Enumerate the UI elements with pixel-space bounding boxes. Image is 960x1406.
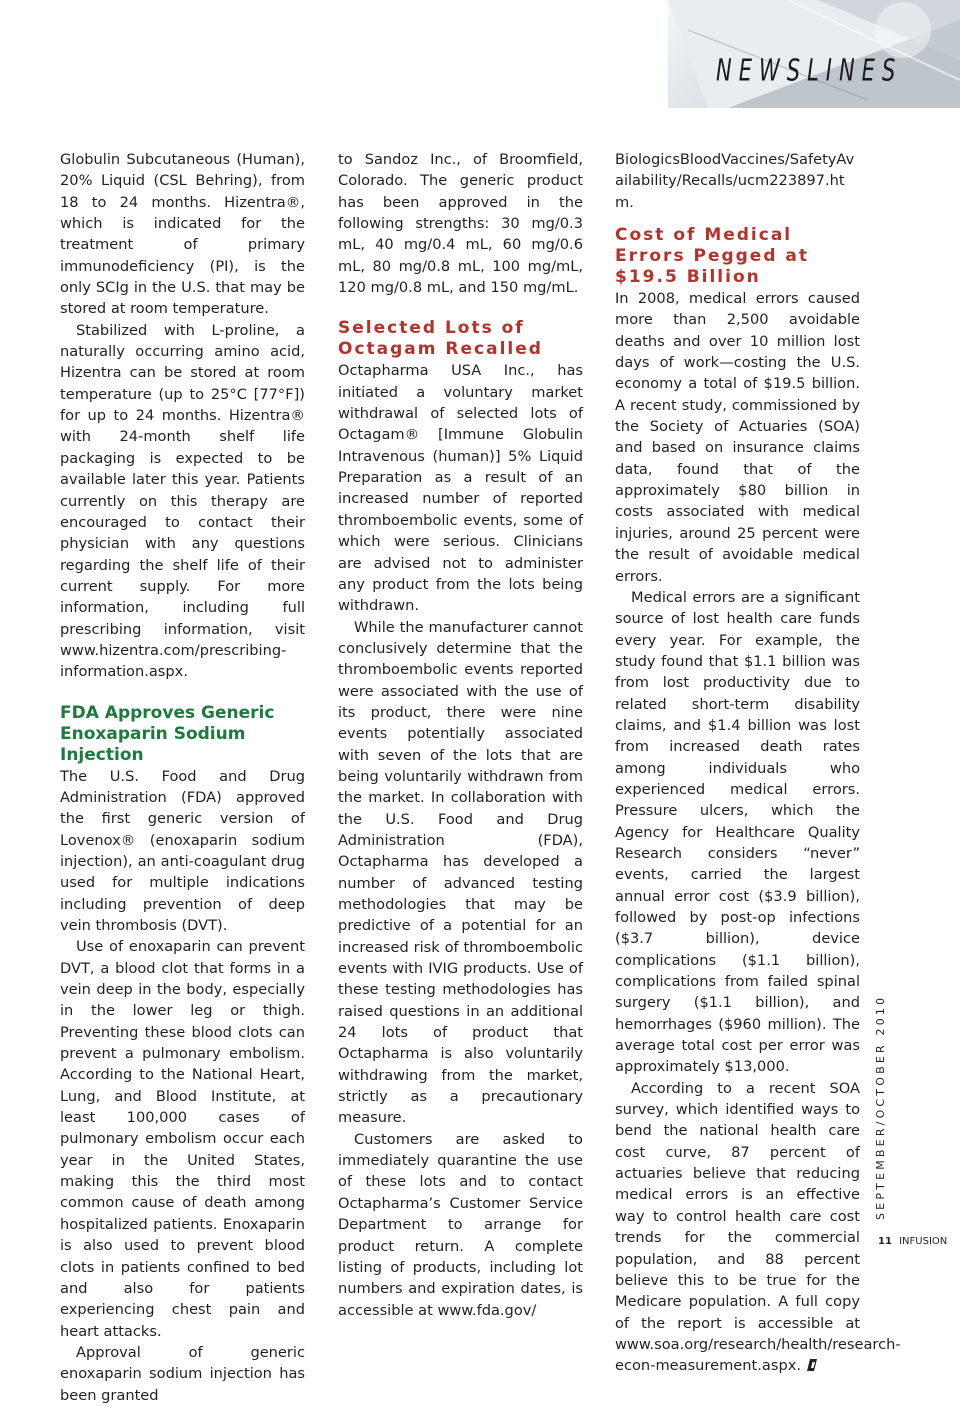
issue-date-vertical: SEPTEMBER/OCTOBER 2010 xyxy=(874,994,887,1220)
article-heading-octagam: Selected Lots of Octagam Recalled xyxy=(338,318,543,360)
magazine-name: INFUSION xyxy=(899,1236,948,1247)
paragraph: BiologicsBloodVaccines/SafetyAvailability/Recalls/ucm223897.htm. xyxy=(615,151,855,211)
paragraph: The U.S. Food and Drug Administration (FDA) approved the first generic version of Lovenox® (enoxaparin sodium injection), an anti-coagulant drug used for multiple indications including prevention of deep vein thrombosis (DVT). xyxy=(60,767,305,934)
paragraph: Customers are asked to immediately quarantine the use of these lots and to contact Octapharma’s Customer Service Department to arrange for product return. A complete listing of products, including lot numbers and expiration dates, is accessible at www.fda.gov/ xyxy=(338,1130,583,1319)
paragraph: Globulin Subcutaneous (Human), 20% Liquid (CSL Behring), from 18 to 24 months. Hizentra®, which is indicated for the treatment of primary immunodeficiency (PI), is the only SCIg in the U.S. that may be stored at room temperature. xyxy=(60,151,305,318)
paragraph: Octapharma USA Inc., has initiated a voluntary market withdrawal of selected lots of Octagam® [Immune Globulin Intravenous (human)] 5% Liquid Preparation as a result of an increased number of reported thromboembolic events, some of which were serious. Clinicians are advised not to administer any product from the lots being withdrawn. xyxy=(338,362,583,615)
paragraph: Medical errors are a significant source of lost health care funds every year. For example, the study found that $1.1 billion was from lost productivity due to related short-term disability claims, and $1.4 billion was lost from increased death rates among individuals who experienced medical errors. Pressure ulcers, which the Agency for Healthcare Quality Research considers “never” events, carried the largest annual error cost ($3.9 billion), followed by post-op infections ($3.7 billion), device complications ($1.1 billion), complications from failed spinal surgery ($1.1 billion), and hemorrhages ($960 million). The average total cost per error was approximately $13,000. xyxy=(615,588,860,1076)
column-2 xyxy=(338,149,583,1321)
page-number: 11 xyxy=(878,1236,892,1247)
article-heading-medical-errors: Cost of Medical Errors Pegged at $19.5 Billion xyxy=(615,225,810,288)
paragraph: In 2008, medical errors caused more than 2,500 avoidable deaths and over 10 million lost days of work—costing the U.S. economy a total of $19.5 billion. A recent study, commissioned by the Society of Actuaries (SOA) and based on insurance claims data, found that of the approximately $80 billion in costs associated with medical injuries, around 25 percent were the result of avoidable medical errors. xyxy=(615,290,860,585)
paragraph-text: According to a recent SOA survey, which identified ways to bend the national health care cost curve, 87 percent of actuaries believe that reducing medical errors is an effective way to control health care cost trends for the commercial population, and 88 percent believe this to be true for the Medicare population. A full copy of the report is accessible at www.soa.org/research/health/research-econ-measurement.aspx. xyxy=(615,1079,901,1375)
paragraph: While the manufacturer cannot conclusively determine that the thromboembolic events reported were associated with the use of its product, there were nine events potentially associated with seven of the lots that are being voluntarily withdrawn from the market. In collaboration with the U.S. Food and Drug Administration (FDA), Octapharma has developed a number of advanced testing methodologies that may be predictive of a potential for an increased risk of thromboembolic events with IVIG products. Use of these testing methodologies has raised questions in an additional 24 lots of product that Octapharma is also voluntarily withdrawing from the market, strictly as a precautionary measure. xyxy=(338,618,583,1127)
paragraph: Approval of generic enoxaparin sodium injection has been granted xyxy=(60,1343,305,1404)
page-footer xyxy=(878,1236,947,1247)
paragraph: to Sandoz Inc., of Broomfield, Colorado. The generic product has been approved in the following strengths: 30 mg/0.3 mL, 40 mg/0.4 mL, 60 mg/0.6 mL, 80 mg/0.8 mL, 100 mg/mL, 120 mg/0.8 mL, and 150 mg/mL. xyxy=(338,151,583,297)
paragraph: Stabilized with L-proline, a naturally occurring amino acid, Hizentra can be stored at room temperature (up to 25°C [77°F]) for up to 24 months. Hizentra® with 24-month shelf life packaging is expected to be available later this year. Patients currently on this therapy are encouraged to contact their physician with any questions regarding the shelf life of their current supply. For more information, including full prescribing information, visit www.hizentra.com/prescribing-information.aspx. xyxy=(60,321,305,681)
column-1 xyxy=(60,149,305,1406)
section-title: NEWSLINES xyxy=(716,53,903,88)
article-heading-enoxaparin: FDA Approves Generic Enoxaparin Sodium Injection xyxy=(60,702,275,765)
paragraph: Use of enoxaparin can prevent DVT, a blood clot that forms in a vein deep in the body, especially in the lower leg or thigh. Preventing these blood clots can prevent a pulmonary embolism. According to the National Heart, Lung, and Blood Institute, at least 100,000 cases of pulmonary embolism occur each year in the United States, making this the third most common cause of death among hospitalized patients. Enoxaparin is also used to prevent blood clots in patients confined to bed and also for patients experiencing chest pain and heart attacks. xyxy=(60,938,305,1340)
end-of-article-icon xyxy=(807,1359,817,1371)
